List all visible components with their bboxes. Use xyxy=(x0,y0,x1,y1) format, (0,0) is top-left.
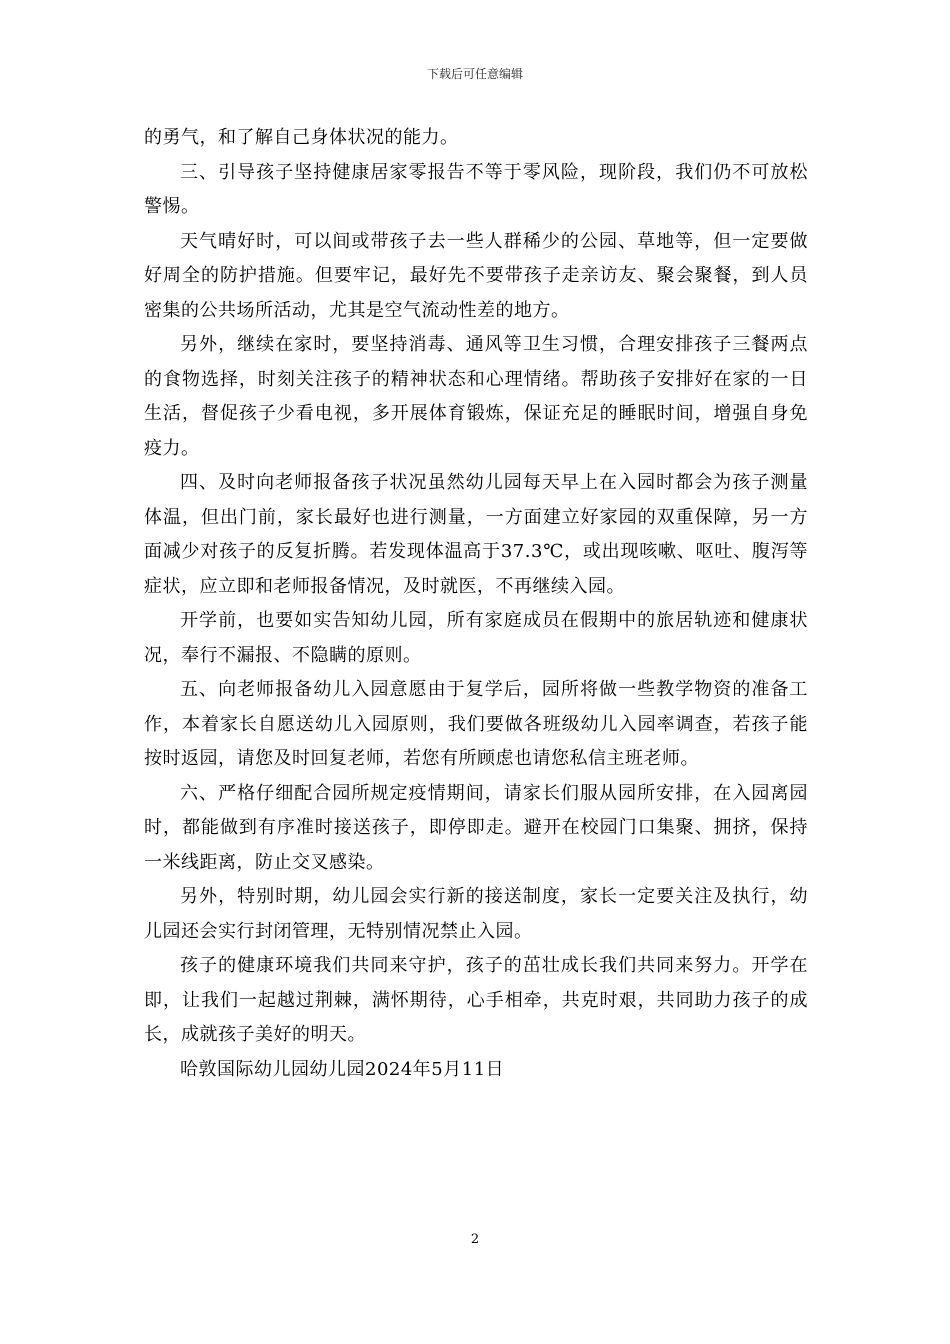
document-body xyxy=(144,121,808,1087)
paragraph-section-three: 三、引导孩子坚持健康居家零报告不等于零风险，现阶段，我们仍不可放松警惕。 xyxy=(144,161,808,217)
page-number: 2 xyxy=(470,1232,480,1247)
paragraph-section-four: 四、及时向老师报备孩子状况虽然幼儿园每天早上在入园时都会为孩子测量体温，但出门前，家长最好也进行测量，一方面建立好家园的双重保障，另一方面减少对孩子的反复折腾。若发现体温高于37.3℃，或出现咳嗽、呕吐、腹泻等症状，应立即和老师报备情况，及时就医，不再继续入园。 xyxy=(144,472,808,597)
paragraph-travel-report: 开学前，也要如实告知幼儿园，所有家庭成员在假期中的旅居轨迹和健康状况，奉行不漏报、不隐瞒的原则。 xyxy=(144,610,808,666)
signature-date-line: 哈敦国际幼儿园幼儿园2024年5月11日 xyxy=(180,1058,505,1080)
paragraph-section-five: 五、向老师报备幼儿入园意愿由于复学后，园所将做一些教学物资的准备工作，本着家长自愿送幼儿入园原则，我们要做各班级幼儿入园率调查，若孩子能按时返园，请您及时回复老师，若您有所顾虑也请您私信主班老师。 xyxy=(144,679,808,769)
paragraph-continuation: 的勇气，和了解自己身体状况的能力。 xyxy=(144,127,459,148)
paragraph-outdoor-advice: 天气晴好时，可以间或带孩子去一些人群稀少的公园、草地等，但一定要做好周全的防护措施。但要牢记，最好先不要带孩子走亲访友、聚会聚餐，到人员密集的公共场所活动，尤其是空气流动性差的地方。 xyxy=(144,230,808,321)
paragraph-section-six: 六、严格仔细配合园所规定疫情期间，请家长们服从园所安排，在入园离园时，都能做到有序准时接送孩子，即停即走。避开在校园门口集聚、拥挤，保持一米线距离，防止交叉感染。 xyxy=(144,782,808,873)
paragraph-pickup-rules: 另外，特别时期，幼儿园会实行新的接送制度，家长一定要关注及执行，幼儿园还会实行封闭管理，无特别情况禁止入园。 xyxy=(144,886,808,942)
page-header-note: 下载后可任意编辑 xyxy=(426,67,523,81)
paragraph-closing: 孩子的健康环境我们共同来守护，孩子的茁壮成长我们共同来努力。开学在即，让我们一起越过荆棘，满怀期待，心手相牵，共克时艰，共同助力孩子的成长，成就孩子美好的明天。 xyxy=(144,955,808,1045)
paragraph-home-hygiene: 另外，继续在家时，要坚持消毒、通风等卫生习惯，合理安排孩子三餐两点的食物选择，时刻关注孩子的精神状态和心理情绪。帮助孩子安排好在家的一日生活，督促孩子少看电视，多开展体育锻炼，保证充足的睡眠时间，增强自身免疫力。 xyxy=(144,334,808,459)
